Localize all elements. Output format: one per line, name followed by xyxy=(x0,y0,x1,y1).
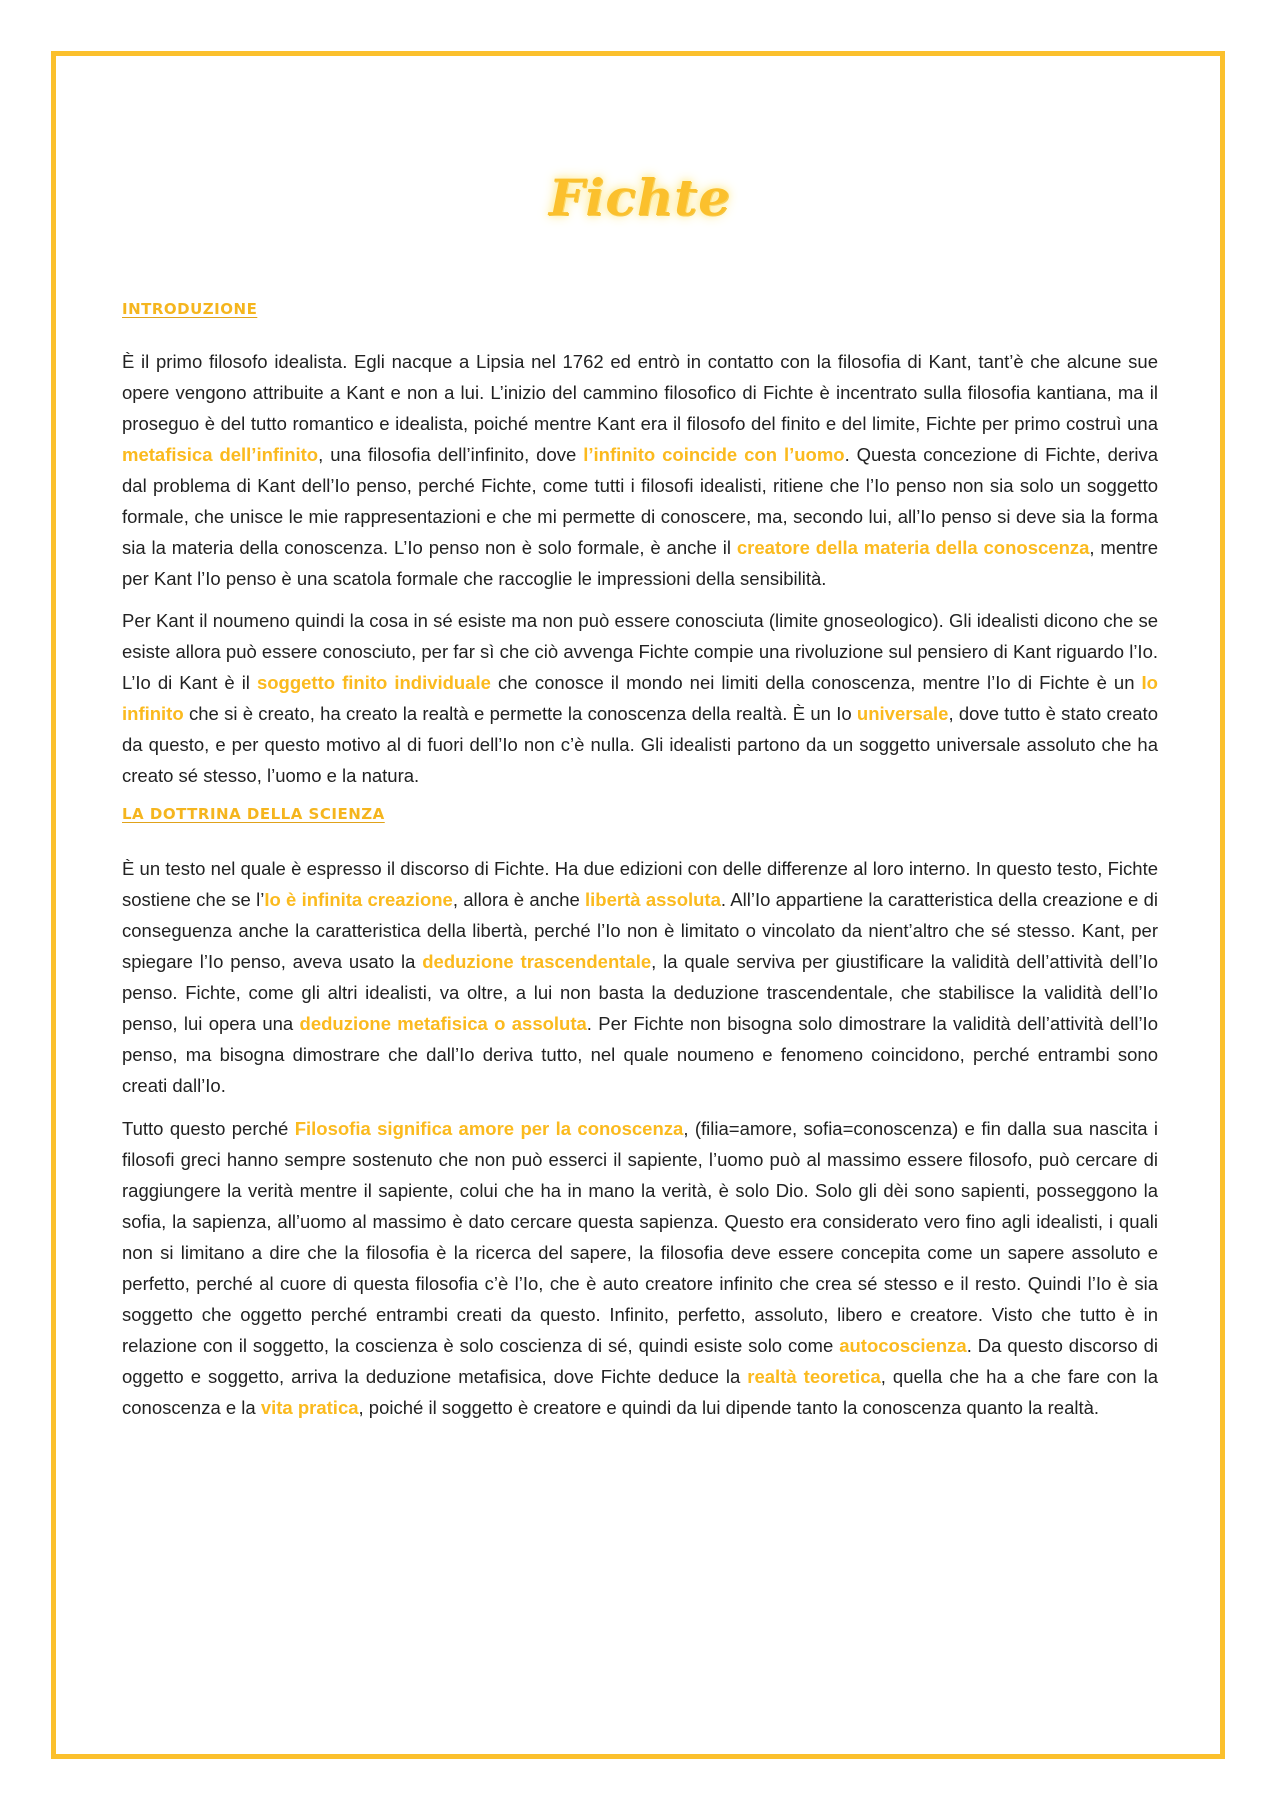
highlight-text: soggetto finito individuale xyxy=(256,672,491,693)
text-run: È un testo nel quale è espresso il discorso di Fichte. Ha due edizioni con delle differenze al loro interno. In questo testo, Fichte sostiene che se l’ xyxy=(122,858,1158,910)
paragraph xyxy=(122,346,1158,594)
text-run: , una filosofia dell’infinito, dove xyxy=(318,444,584,465)
highlight-text: Filosofia significa amore per la conoscenza xyxy=(294,1118,684,1139)
paragraph xyxy=(122,853,1158,1101)
text-run: , poiché il soggetto è creatore e quindi da lui dipende tanto la conoscenza quanto la realtà. xyxy=(358,1397,1100,1418)
text-run: che si è creato, ha creato la realtà e permette la conoscenza della realtà. È un Io xyxy=(183,703,857,724)
text-run: . Per Fichte non bisogna solo dimostrare la validità dell’attività dell’Io penso, ma bisogna dimostrare che dall’Io deriva tutto, nel quale noumeno e fenomeno coincidono, perché entrambi sono creati dall’Io. xyxy=(122,1013,1158,1096)
highlight-text: universale xyxy=(856,703,949,724)
text-run: Tutto questo perché xyxy=(122,1118,295,1139)
text-run: , dove tutto è stato creato da questo, e per questo motivo al di fuori dell’Io non c’è nulla. Gli idealisti partono da un soggetto universale assoluto che ha creato sé stesso, l’uomo e la natura. xyxy=(122,703,1158,786)
text-run: , allora è anche xyxy=(452,889,586,910)
highlight-text: realtà teoretica xyxy=(747,1366,881,1387)
highlight-text: metafisica dell’infinito xyxy=(122,444,319,465)
highlight-text: vita pratica xyxy=(260,1397,359,1418)
section-heading-introduzione: INTRODUZIONE xyxy=(122,300,258,318)
text-run: , quella che ha a che fare con la conoscenza e la xyxy=(122,1366,1158,1418)
paragraph xyxy=(122,1113,1158,1423)
highlight-text: deduzione trascendentale xyxy=(422,951,652,972)
highlight-text: creatore della materia della conoscenza xyxy=(736,537,1090,558)
document-body xyxy=(122,300,1158,1423)
text-run: Per Kant il noumeno quindi la cosa in sé esiste ma non può essere conosciuta (limite gnoseologico). Gli idealisti dicono che se esiste allora può essere conosciuto, per far sì che ciò avvenga Fichte compie una rivoluzione sul pensiero di Kant riguardo l’Io. L’Io di Kant è il xyxy=(122,610,1158,693)
text-run: È il primo filosofo idealista. Egli nacque a Lipsia nel 1762 ed entrò in contatto con la filosofia di Kant, tant’è che alcune sue opere vengono attribuite a Kant e non a lui. L’inizio del cammino filosofico di Fichte è incentrato sulla filosofia kantiana, ma il proseguo è del tutto romantico e idealista, poiché mentre Kant era il filosofo del finito e del limite, Fichte per primo costruì una xyxy=(122,351,1158,434)
page-title: Fichte xyxy=(548,168,732,227)
text-run: . All’Io appartiene la caratteristica della creazione e di conseguenza anche la caratteristica della libertà, perché l’Io non è limitato o vincolato da nient’altro che sé stesso. Kant, per spiegare l’Io penso, aveva usato la xyxy=(122,889,1158,972)
highlight-text: l’infinito coincide con l’uomo xyxy=(583,444,845,465)
text-run: , la quale serviva per giustificare la validità dell’attività dell’Io penso. Fichte, come gli altri idealisti, va oltre, a lui non basta la deduzione trascendentale, che stabilisce la validità dell’Io penso, lui opera una xyxy=(122,951,1158,1034)
highlight-text: deduzione metafisica o assoluta xyxy=(299,1013,587,1034)
highlight-text: autocoscienza xyxy=(839,1335,967,1356)
text-run: , mentre per Kant l’Io penso è una scatola formale che raccoglie le impressioni della sensibilità. xyxy=(122,537,1158,589)
text-run: . Da questo discorso di oggetto e soggetto, arriva la deduzione metafisica, dove Fichte deduce la xyxy=(122,1335,1158,1387)
paragraph xyxy=(122,605,1158,791)
highlight-text: libertà assoluta xyxy=(585,889,721,910)
text-run: , (filia=amore, sofia=conoscenza) e fin dalla sua nascita i filosofi greci hanno sempre sostenuto che non può esserci il sapiente, l’uomo può al massimo essere filosofo, può cercare di raggiungere la verità mentre il sapiente, colui che ha in mano la verità, è solo Dio. Solo gli dèi sono sapienti, posseggono la sofia, la sapienza, all’uomo al massimo è dato cercare questa sapienza. Questo era considerato vero fino agli idealisti, i quali non si limitano a dire che la filosofia è la ricerca del sapere, la filosofia deve essere concepita come un sapere assoluto e perfetto, perché al cuore di questa filosofia c’è l’Io, che è auto creatore infinito che crea sé stesso e il resto. Quindi l’Io è sia soggetto che oggetto perché entrambi creati da questo. Infinito, perfetto, assoluto, libero e creatore. Visto che tutto è in relazione con il soggetto, la coscienza è solo coscienza di sé, quindi esiste solo come xyxy=(122,1118,1158,1356)
section-heading-dottrina: LA DOTTRINA DELLA SCIENZA xyxy=(122,805,385,823)
highlight-text: Io infinito xyxy=(122,672,1158,724)
text-run: che conosce il mondo nei limiti della conoscenza, mentre l’Io di Fichte è un xyxy=(490,672,1142,693)
text-run: . Questa concezione di Fichte, deriva dal problema di Kant dell’Io penso, perché Fichte, come tutti i filosofi idealisti, ritiene che l’Io penso non sia solo un soggetto formale, che unisce le mie rappresentazioni e che mi permette di conoscere, ma, secondo lui, all’Io penso si deve sia la forma sia la materia della conoscenza. L’Io penso non è solo formale, è anche il xyxy=(122,444,1159,558)
highlight-text: Io è infinita creazione xyxy=(264,889,453,910)
